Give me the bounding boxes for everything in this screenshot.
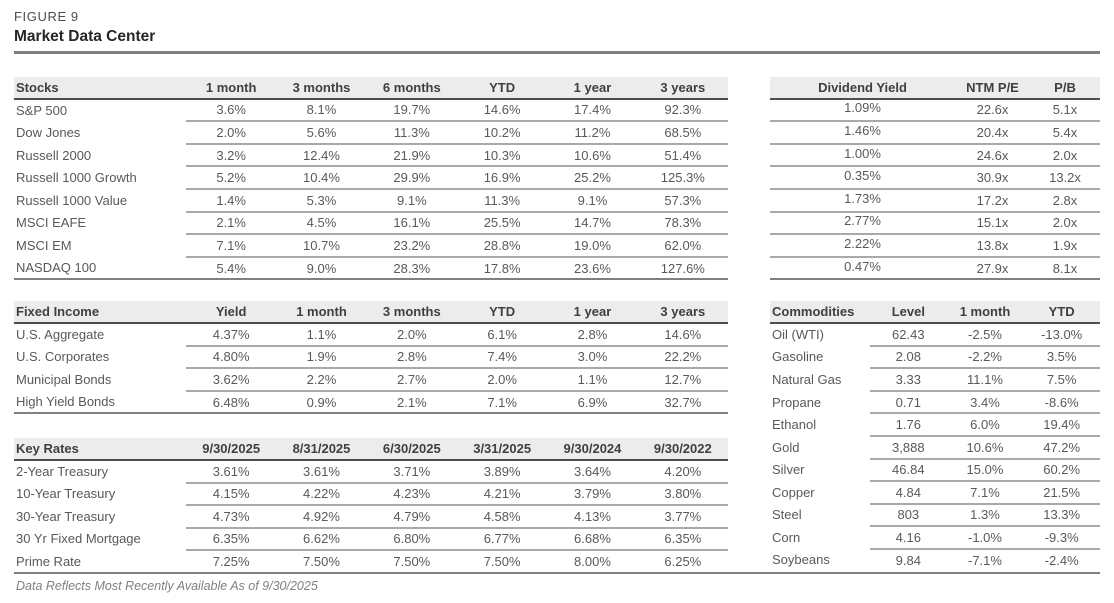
row-label: 30 Yr Fixed Mortgage <box>16 531 141 547</box>
data-cell: 32.7% <box>664 394 702 410</box>
row-label: 0.47% <box>844 258 881 274</box>
data-cell: 4.21% <box>457 483 547 506</box>
page-title: Market Data Center <box>14 28 156 45</box>
row-label: 30-Year Treasury <box>16 508 116 524</box>
table-row <box>14 121 728 144</box>
data-cell: 6.48% <box>212 394 250 410</box>
data-cell: 23.6% <box>574 260 611 276</box>
data-cell: 0.9% <box>306 394 337 410</box>
data-cell: 1.3% <box>947 504 1024 527</box>
data-cell: 5.6% <box>276 121 366 144</box>
column-header: Stocks <box>14 77 186 99</box>
column-header: 6/30/2025 <box>367 438 457 460</box>
row-label: Oil (WTI) <box>772 327 824 343</box>
data-cell: -7.1% <box>968 552 1002 568</box>
data-cell: 3.64% <box>547 460 637 483</box>
column-header: Commodities <box>770 301 870 323</box>
data-cell: 2.0% <box>186 121 276 144</box>
fixed-income-table <box>14 301 728 414</box>
data-cell: 3.6% <box>186 99 276 122</box>
data-cell: 2.0x <box>1030 212 1100 235</box>
data-cell: 4.15% <box>186 483 276 506</box>
table-row <box>14 257 728 280</box>
data-cell: 4.79% <box>367 505 457 528</box>
table-row <box>770 346 1100 369</box>
row-label: Russell 1000 Value <box>16 192 128 208</box>
data-cell: 1.9x <box>1030 234 1100 257</box>
data-cell: 2.0% <box>457 368 547 391</box>
data-cell: 5.3% <box>276 189 366 212</box>
column-header: 3 months <box>276 77 366 99</box>
data-cell: -13.0% <box>1023 323 1100 346</box>
column-header: 9/30/2025 <box>186 438 276 460</box>
column-header: Yield <box>186 301 276 323</box>
data-cell: 11.3% <box>457 189 547 212</box>
column-header: 1 month <box>186 77 276 99</box>
row-label: Gasoline <box>772 349 824 365</box>
data-cell: -2.5% <box>947 323 1024 346</box>
data-cell: 13.8x <box>955 234 1030 257</box>
data-cell: 14.7% <box>547 212 637 235</box>
data-cell: 46.84 <box>870 459 947 482</box>
column-header: 1 year <box>547 77 637 99</box>
data-cell: 3.79% <box>547 483 637 506</box>
table-row <box>770 323 1100 346</box>
data-cell: 3.61% <box>276 460 366 483</box>
data-cell: 5.4x <box>1030 121 1100 144</box>
data-cell: 16.9% <box>457 166 547 189</box>
data-cell: 4.22% <box>276 483 366 506</box>
table-row <box>14 460 728 483</box>
table-row <box>770 549 1100 571</box>
data-cell: 2.8% <box>367 346 457 369</box>
row-label: 0.35% <box>770 164 955 187</box>
data-cell: 68.5% <box>638 121 728 144</box>
key-rates-table-body <box>14 460 728 572</box>
data-cell: 3.71% <box>367 460 457 483</box>
table-row <box>770 368 1100 391</box>
data-cell: 19.4% <box>1023 413 1100 436</box>
data-cell: 3.77% <box>638 505 728 528</box>
row-label: Municipal Bonds <box>16 371 112 387</box>
data-cell: 23.2% <box>367 234 457 257</box>
table-row <box>14 550 728 572</box>
table-row <box>770 436 1100 459</box>
data-cell: 2.08 <box>870 346 947 369</box>
commodities-table-body <box>770 323 1100 571</box>
data-cell: 14.6% <box>638 323 728 346</box>
valuation-header-row <box>770 77 1100 99</box>
table-row <box>14 528 728 551</box>
row-label: MSCI EAFE <box>16 215 87 231</box>
data-cell: 5.1x <box>1030 99 1100 122</box>
table-row <box>770 144 1100 167</box>
data-cell: 51.4% <box>638 144 728 167</box>
data-cell: 2.8% <box>547 323 637 346</box>
data-cell: 28.8% <box>457 234 547 257</box>
data-cell: 6.77% <box>457 528 547 551</box>
data-cell: 9.0% <box>306 260 337 276</box>
data-cell: 20.4x <box>955 121 1030 144</box>
data-cell: 11.3% <box>367 121 457 144</box>
column-header: Key Rates <box>14 438 186 460</box>
table-row <box>14 99 728 122</box>
data-cell: 4.84 <box>870 481 947 504</box>
data-cell: 7.5% <box>1023 368 1100 391</box>
data-cell: 6.9% <box>577 394 608 410</box>
left-column <box>14 77 728 572</box>
data-cell: 2.2% <box>276 368 366 391</box>
table-row <box>14 483 728 506</box>
data-cell: 3.89% <box>457 460 547 483</box>
data-cell: 1.1% <box>547 368 637 391</box>
table-row <box>770 526 1100 549</box>
row-label: U.S. Corporates <box>16 349 110 365</box>
data-cell: 8.00% <box>574 554 611 570</box>
table-row <box>14 189 728 212</box>
data-cell: 28.3% <box>393 260 431 276</box>
valuation-table <box>770 77 1100 280</box>
data-cell: 3.61% <box>186 460 276 483</box>
data-cell: 12.7% <box>638 368 728 391</box>
data-cell: 1.9% <box>276 346 366 369</box>
row-label: 1.00% <box>770 142 955 165</box>
data-cell: 6.35% <box>186 528 276 551</box>
table-row <box>770 504 1100 527</box>
data-cell: 4.58% <box>457 505 547 528</box>
data-cell: 7.1% <box>487 394 517 410</box>
data-cell: 14.6% <box>457 99 547 122</box>
row-label: Dow Jones <box>16 124 81 140</box>
row-label: 2.77% <box>770 210 955 233</box>
table-row <box>770 212 1100 235</box>
figure-label: FIGURE 9 <box>14 9 79 24</box>
column-header: P/B <box>1030 77 1100 99</box>
row-label: 1.46% <box>770 119 955 142</box>
fixed-income-header-row <box>14 301 728 323</box>
data-cell: 4.80% <box>186 346 276 369</box>
table-row <box>770 234 1100 257</box>
data-cell: 3.33 <box>870 368 947 391</box>
data-cell: 9.84 <box>895 552 921 568</box>
row-label: Prime Rate <box>16 553 82 569</box>
row-label: MSCI EM <box>16 237 72 253</box>
row-label: 10-Year Treasury <box>16 486 116 502</box>
table-row <box>14 212 728 235</box>
data-cell: 10.7% <box>276 234 366 257</box>
table-row <box>14 144 728 167</box>
data-cell: 3,888 <box>870 436 947 459</box>
table-row <box>770 481 1100 504</box>
data-cell: 4.73% <box>186 505 276 528</box>
data-cell: 3.5% <box>1023 346 1100 369</box>
right-column <box>770 77 1100 572</box>
row-label: 2.22% <box>770 232 955 255</box>
table-row <box>14 391 728 414</box>
data-cell: 3.2% <box>186 144 276 167</box>
data-cell: 10.3% <box>457 144 547 167</box>
stocks-header-row <box>14 77 728 99</box>
row-label: Steel <box>772 507 802 523</box>
data-cell: 25.2% <box>547 166 637 189</box>
data-cell: 24.6x <box>955 144 1030 167</box>
key-rates-table <box>14 438 728 572</box>
data-cell: 25.5% <box>457 212 547 235</box>
data-cell: 1.76 <box>870 413 947 436</box>
column-header: 6 months <box>367 77 457 99</box>
data-cell: 7.4% <box>457 346 547 369</box>
table-row <box>770 459 1100 482</box>
data-cell: 2.7% <box>367 368 457 391</box>
content-columns <box>14 77 1100 572</box>
row-label: High Yield Bonds <box>16 394 116 410</box>
data-cell: 19.7% <box>367 99 457 122</box>
row-label: U.S. Aggregate <box>16 327 105 343</box>
data-cell: 4.16 <box>870 526 947 549</box>
data-cell: 127.6% <box>660 260 705 276</box>
data-cell: 6.35% <box>638 528 728 551</box>
row-label: Russell 2000 <box>16 147 92 163</box>
table-row <box>770 257 1100 280</box>
data-cell: 92.3% <box>638 99 728 122</box>
data-cell: 7.50% <box>303 554 340 570</box>
commodities-header-row <box>770 301 1100 323</box>
row-label: S&P 500 <box>16 102 68 118</box>
data-cell: 47.2% <box>1023 436 1100 459</box>
table-row <box>770 391 1100 414</box>
data-cell: 17.2x <box>955 189 1030 212</box>
column-header: 8/31/2025 <box>276 438 366 460</box>
row-label: NASDAQ 100 <box>16 260 97 276</box>
column-header: 1 year <box>547 301 637 323</box>
column-header: Level <box>870 301 947 323</box>
row-label: Propane <box>772 394 822 410</box>
data-cell: 125.3% <box>638 166 728 189</box>
table-row <box>14 368 728 391</box>
data-cell: -2.4% <box>1044 552 1079 568</box>
column-header: 3/31/2025 <box>457 438 547 460</box>
data-cell: 21.5% <box>1023 481 1100 504</box>
valuation-table-body <box>770 99 1100 280</box>
data-cell: -8.6% <box>1023 391 1100 414</box>
data-cell: 2.1% <box>186 212 276 235</box>
data-cell: 3.80% <box>638 483 728 506</box>
data-cell: 6.80% <box>367 528 457 551</box>
column-header: NTM P/E <box>955 77 1030 99</box>
data-cell: 9.1% <box>367 189 457 212</box>
column-header: 1 month <box>276 301 366 323</box>
row-label: 2-Year Treasury <box>16 464 109 480</box>
data-cell: 9.1% <box>547 189 637 212</box>
column-header: 9/30/2024 <box>547 438 637 460</box>
data-cell: 2.0% <box>367 323 457 346</box>
data-cell: 27.9x <box>976 260 1009 276</box>
row-label: 1.73% <box>770 187 955 210</box>
data-cell: 15.0% <box>947 459 1024 482</box>
key-rates-header-row <box>14 438 728 460</box>
data-cell: 17.8% <box>483 260 521 276</box>
data-cell: 4.23% <box>367 483 457 506</box>
data-cell: 0.71 <box>870 391 947 414</box>
table-row <box>14 346 728 369</box>
data-cell: 4.5% <box>276 212 366 235</box>
data-cell: 1.4% <box>186 189 276 212</box>
column-header: 3 years <box>638 301 728 323</box>
footer-note: Data Reflects Most Recently Available As of 9/30/2025 <box>16 578 318 593</box>
data-cell: -2.2% <box>947 346 1024 369</box>
data-cell: 6.68% <box>547 528 637 551</box>
column-header: Fixed Income <box>14 301 186 323</box>
data-cell: 19.0% <box>547 234 637 257</box>
data-cell: 21.9% <box>367 144 457 167</box>
column-header: Dividend Yield <box>770 77 955 99</box>
table-row <box>770 99 1100 122</box>
data-cell: 10.6% <box>947 436 1024 459</box>
stocks-table <box>14 77 728 280</box>
commodities-table <box>770 301 1100 570</box>
data-cell: 8.1% <box>276 99 366 122</box>
data-cell: 3.0% <box>547 346 637 369</box>
row-label: Gold <box>772 439 800 455</box>
data-cell: 57.3% <box>638 189 728 212</box>
data-cell: 78.3% <box>638 212 728 235</box>
column-header: YTD <box>457 77 547 99</box>
data-cell: 2.8x <box>1030 189 1100 212</box>
data-cell: 16.1% <box>367 212 457 235</box>
row-label: Natural Gas <box>772 371 842 387</box>
data-cell: 7.1% <box>947 481 1024 504</box>
data-cell: 10.2% <box>457 121 547 144</box>
stocks-table-body <box>14 99 728 280</box>
data-cell: 1.1% <box>276 323 366 346</box>
data-cell: 5.2% <box>186 166 276 189</box>
column-header: YTD <box>457 301 547 323</box>
data-cell: 13.2x <box>1030 166 1100 189</box>
table-row <box>14 323 728 346</box>
table-row <box>14 505 728 528</box>
row-label: Ethanol <box>772 417 817 433</box>
data-cell: 15.1x <box>955 212 1030 235</box>
data-cell: 8.1x <box>1052 260 1078 276</box>
table-row <box>770 413 1100 436</box>
row-label: Soybeans <box>772 552 830 568</box>
data-cell: 7.50% <box>393 554 431 570</box>
row-label: Russell 1000 Growth <box>16 170 137 186</box>
data-cell: 6.1% <box>457 323 547 346</box>
row-label: 1.09% <box>770 97 955 120</box>
data-cell: -9.3% <box>1023 526 1100 549</box>
row-label: Copper <box>772 484 815 500</box>
data-cell: 11.2% <box>547 121 637 144</box>
title-divider <box>14 51 1100 54</box>
table-row <box>770 121 1100 144</box>
column-header: 1 month <box>947 301 1024 323</box>
column-header: 9/30/2022 <box>638 438 728 460</box>
data-cell: 13.3% <box>1023 504 1100 527</box>
table-row <box>770 166 1100 189</box>
table-row <box>14 234 728 257</box>
data-cell: 6.25% <box>664 554 702 570</box>
table-row <box>770 189 1100 212</box>
data-cell: 11.1% <box>947 368 1024 391</box>
data-cell: 10.6% <box>547 144 637 167</box>
data-cell: 5.4% <box>216 260 246 276</box>
data-cell: 4.13% <box>547 505 637 528</box>
data-cell: 6.0% <box>947 413 1024 436</box>
data-cell: -1.0% <box>947 526 1024 549</box>
data-cell: 7.1% <box>186 234 276 257</box>
data-cell: 10.4% <box>276 166 366 189</box>
data-cell: 7.50% <box>483 554 521 570</box>
column-header: 3 months <box>367 301 457 323</box>
data-cell: 3.62% <box>186 368 276 391</box>
row-label: Corn <box>772 530 801 546</box>
data-cell: 62.43 <box>870 323 947 346</box>
row-label: Silver <box>772 462 805 478</box>
data-cell: 2.1% <box>397 394 427 410</box>
column-header: YTD <box>1023 301 1100 323</box>
table-row <box>14 166 728 189</box>
data-cell: 17.4% <box>547 99 637 122</box>
data-cell: 22.2% <box>638 346 728 369</box>
data-cell: 2.0x <box>1030 144 1100 167</box>
data-cell: 4.37% <box>186 323 276 346</box>
data-cell: 60.2% <box>1023 459 1100 482</box>
data-cell: 12.4% <box>276 144 366 167</box>
data-cell: 3.4% <box>947 391 1024 414</box>
column-header: 3 years <box>638 77 728 99</box>
data-cell: 4.20% <box>638 460 728 483</box>
data-cell: 7.25% <box>212 554 250 570</box>
data-cell: 30.9x <box>955 166 1030 189</box>
data-cell: 4.92% <box>276 505 366 528</box>
data-cell: 6.62% <box>276 528 366 551</box>
data-cell: 22.6x <box>955 99 1030 122</box>
data-cell: 803 <box>870 504 947 527</box>
fixed-income-table-body <box>14 323 728 413</box>
data-cell: 62.0% <box>638 234 728 257</box>
data-cell: 29.9% <box>367 166 457 189</box>
